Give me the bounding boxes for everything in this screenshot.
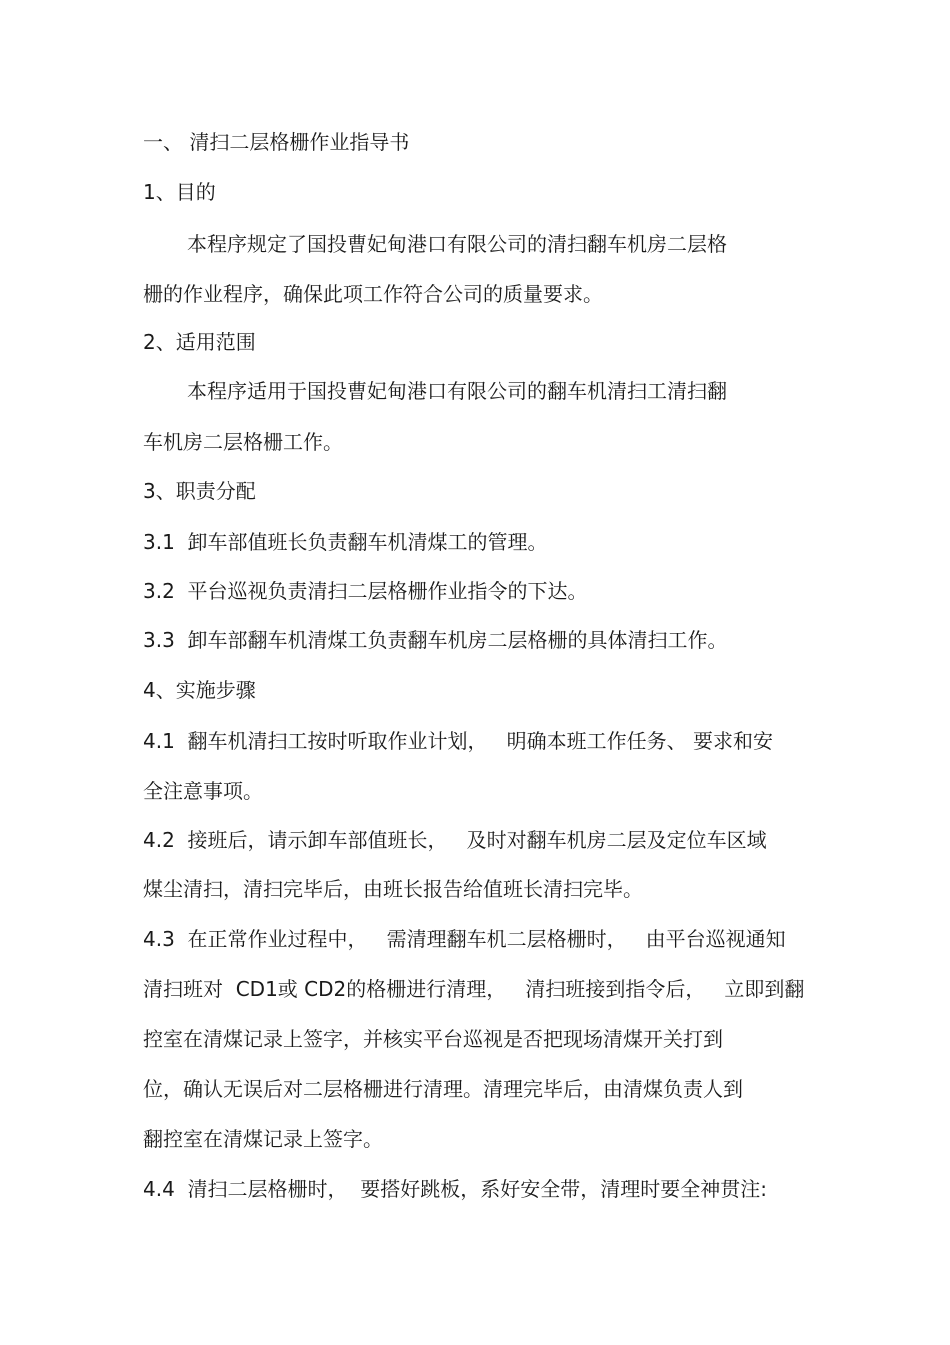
list-item: 3.2 平台巡视负责清扫二层格栅作业指令的下达。: [143, 579, 588, 603]
section-heading-scope: 2、适用范围: [143, 330, 256, 354]
list-item: 4.1 翻车机清扫工按时听取作业计划， 明确本班工作任务、 要求和安: [143, 729, 773, 753]
document-title: 一、 清扫二层格栅作业指导书: [143, 130, 410, 154]
list-item-continuation: 煤尘清扫，清扫完毕后，由班长报告给值班长清扫完毕。: [143, 877, 643, 901]
list-item: 3.1 卸车部值班长负责翻车机清煤工的管理。: [143, 530, 548, 554]
section-heading-purpose: 1、目的: [143, 180, 216, 204]
list-item: 4.2 接班后，请示卸车部值班长， 及时对翻车机房二层及定位车区域: [143, 828, 767, 852]
list-item: 4.4 清扫二层格栅时， 要搭好跳板，系好安全带，清理时要全神贯注:: [143, 1177, 767, 1201]
section-heading-responsibilities: 3、职责分配: [143, 479, 256, 503]
paragraph-line: 本程序适用于国投曹妃甸港口有限公司的翻车机清扫工清扫翻: [187, 379, 727, 403]
list-item-continuation: 清扫班对 CD1或 CD2的格栅进行清理， 清扫班接到指令后， 立即到翻: [143, 977, 805, 1001]
list-item-continuation: 全注意事项。: [143, 779, 263, 803]
section-heading-procedure: 4、实施步骤: [143, 678, 256, 702]
list-item-continuation: 翻控室在清煤记录上签字。: [143, 1127, 383, 1151]
paragraph-line: 栅的作业程序，确保此项工作符合公司的质量要求。: [143, 282, 603, 306]
paragraph-line: 本程序规定了国投曹妃甸港口有限公司的清扫翻车机房二层格: [187, 232, 727, 256]
list-item: 4.3 在正常作业过程中， 需清理翻车机二层格栅时， 由平台巡视通知: [143, 927, 786, 951]
list-item: 3.3 卸车部翻车机清煤工负责翻车机房二层格栅的具体清扫工作。: [143, 628, 728, 652]
list-item-continuation: 位，确认无误后对二层格栅进行清理。清理完毕后，由清煤负责人到: [143, 1077, 743, 1101]
paragraph-line: 车机房二层格栅工作。: [143, 430, 343, 454]
list-item-continuation: 控室在清煤记录上签字，并核实平台巡视是否把现场清煤开关打到: [143, 1027, 723, 1051]
